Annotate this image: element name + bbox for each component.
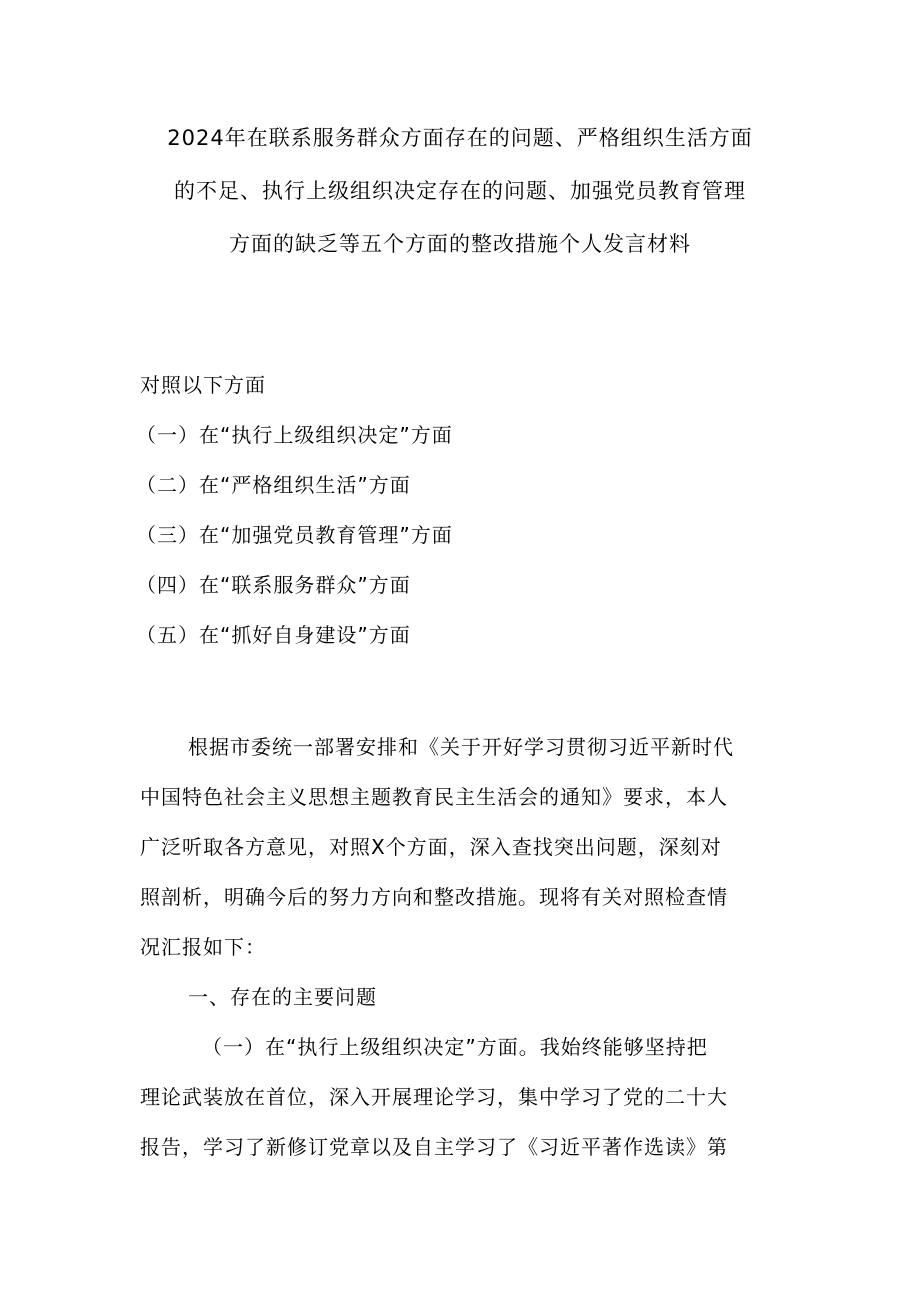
aspects-list xyxy=(136,360,780,660)
section1-line-1: （一）在“执行上级组织决定”方面。我始终能够坚持把 xyxy=(202,1035,708,1059)
section1-line-2: 理论武装放在首位，深入开展理论学习，集中学习了党的二十大 xyxy=(140,1085,728,1109)
aspect-item-1: （一）在“执行上级组织决定”方面 xyxy=(136,423,453,447)
section1-line-3: 报告，学习了新修订党章以及自主学习了《习近平著作选读》第 xyxy=(140,1135,728,1159)
aspect-item-2: （二）在“严格组织生活”方面 xyxy=(136,473,411,497)
intro-line-4: 照剖析，明确今后的努力方向和整改措施。现将有关对照检查情 xyxy=(140,885,728,909)
intro-line-1: 根据市委统一部署安排和《关于开好学习贯彻习近平新时代 xyxy=(188,735,734,759)
document-body xyxy=(140,722,784,1172)
intro-line-5: 况汇报如下： xyxy=(140,935,266,959)
document-title xyxy=(140,112,780,271)
intro-line-2: 中国特色社会主义思想主题教育民主生活会的通知》要求，本人 xyxy=(140,785,728,809)
title-line-2: 的不足、执行上级组织决定存在的问题、加强党员教育管理 xyxy=(174,179,746,203)
intro-line-3: 广泛听取各方意见，对照X个方面，深入查找突出问题，深刻对 xyxy=(140,835,722,859)
title-line-1: 2024年在联系服务群众方面存在的问题、严格组织生活方面 xyxy=(167,126,753,150)
aspects-intro: 对照以下方面 xyxy=(140,373,266,397)
section-heading: 一、存在的主要问题 xyxy=(188,985,377,1009)
aspect-item-4: （四）在“联系服务群众”方面 xyxy=(136,573,411,597)
aspect-item-3: （三）在“加强党员教育管理”方面 xyxy=(136,523,453,547)
title-line-3: 方面的缺乏等五个方面的整改措施个人发言材料 xyxy=(229,232,691,256)
aspect-item-5: （五）在“抓好自身建设”方面 xyxy=(136,623,411,647)
intro-paragraph xyxy=(140,722,784,972)
section1-paragraph xyxy=(140,1022,784,1172)
